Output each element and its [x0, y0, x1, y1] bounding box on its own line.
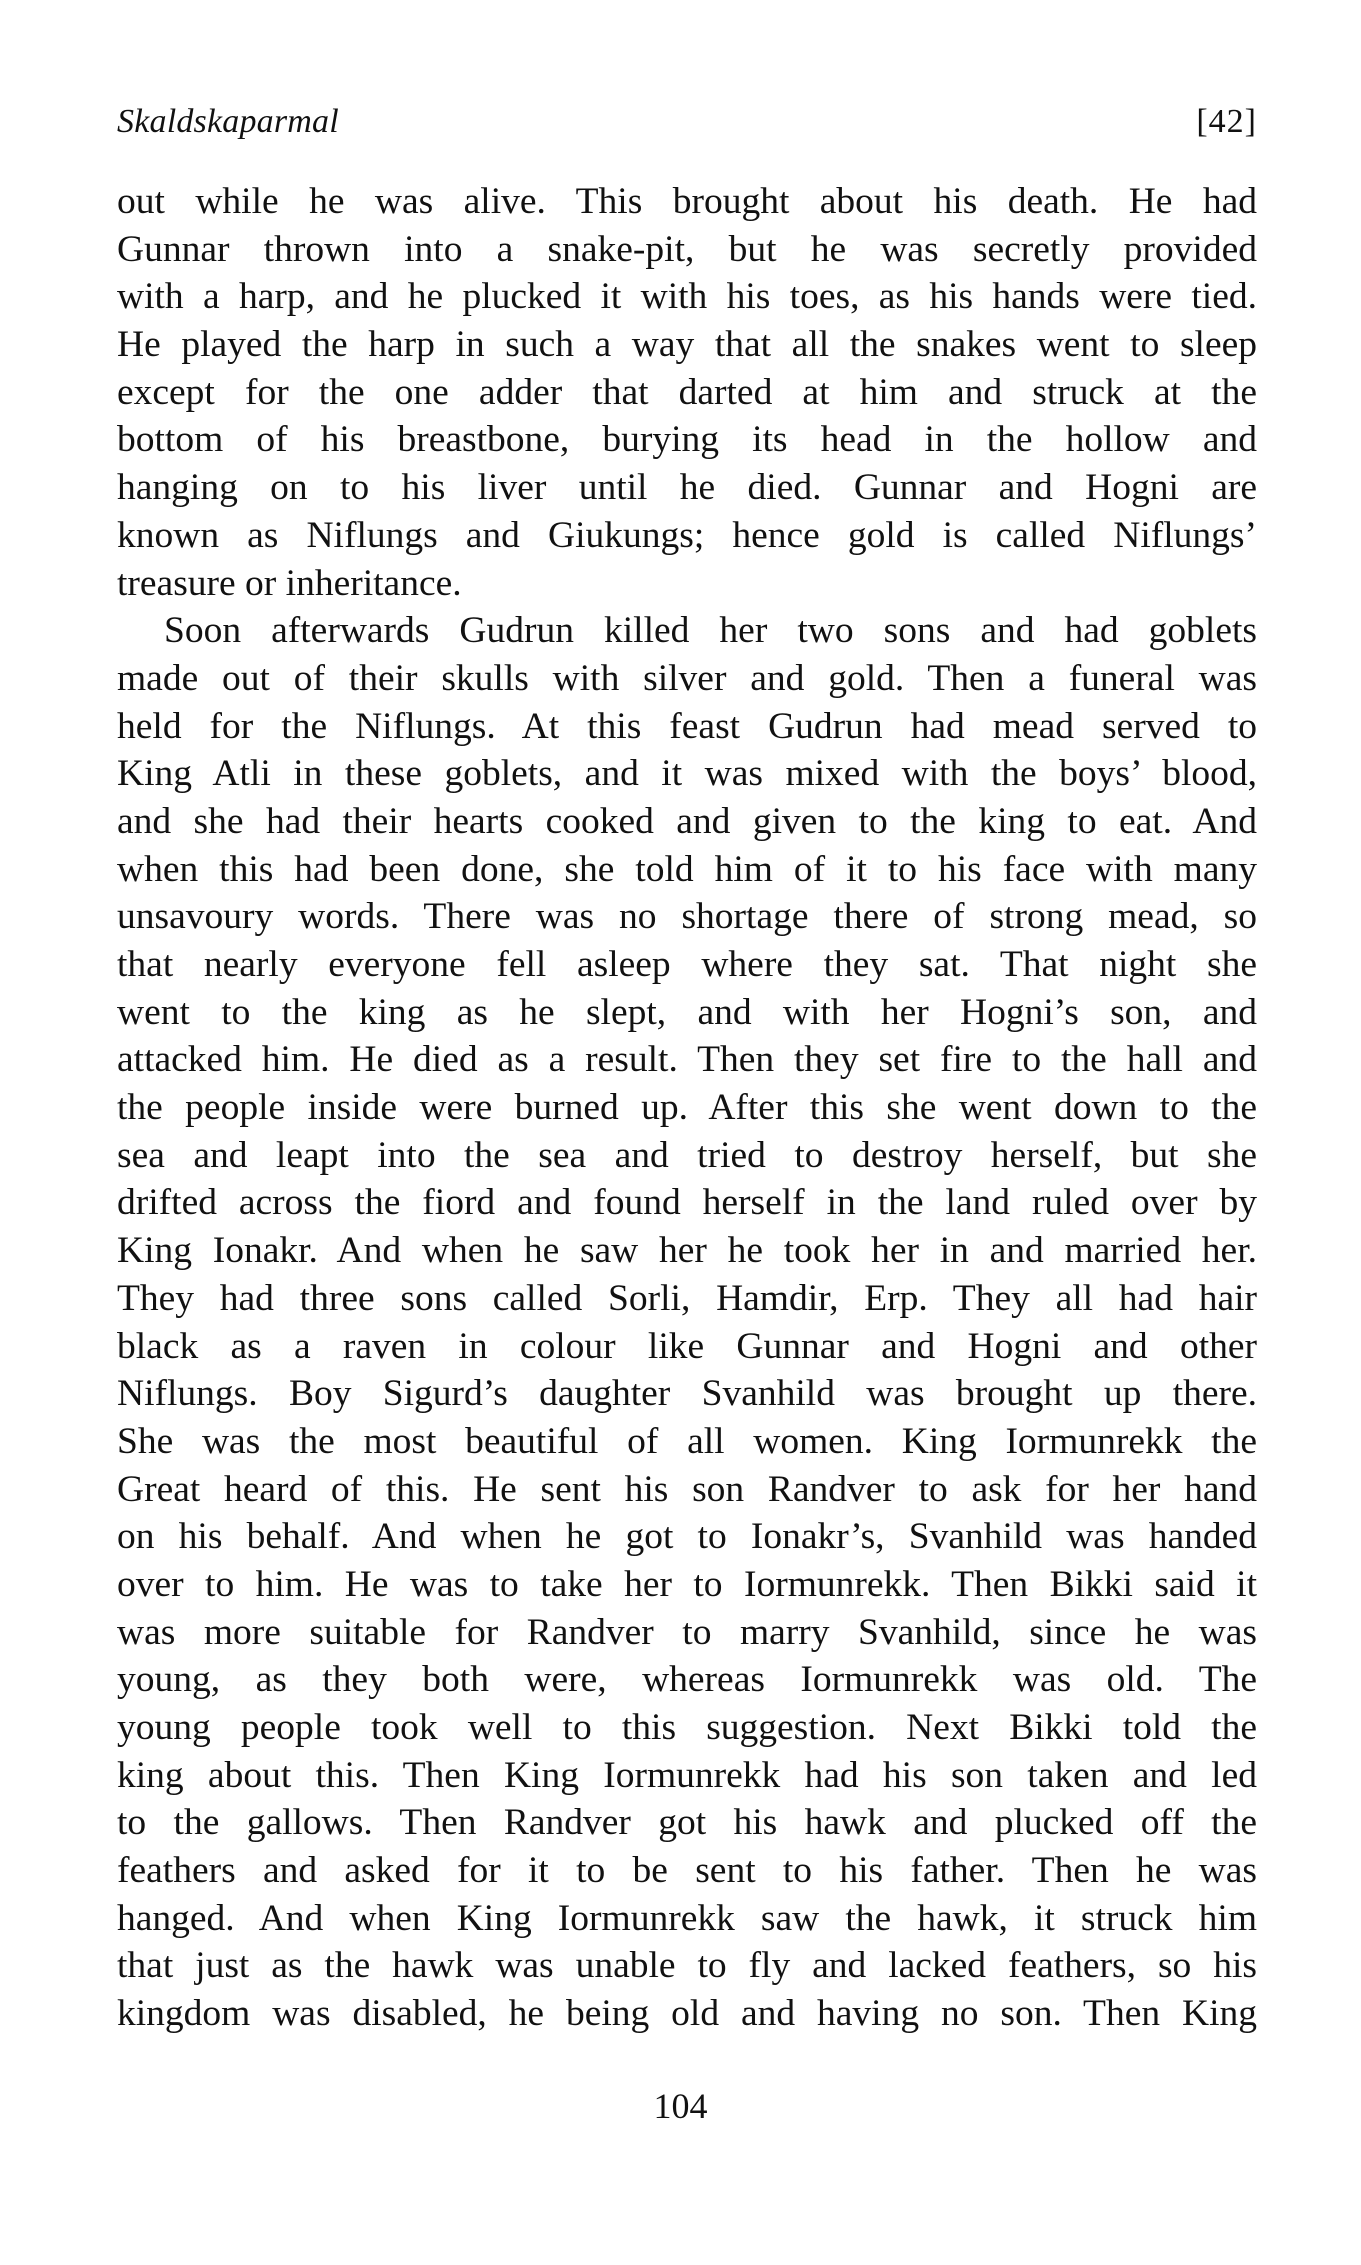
text-line: kingdom was disabled, he being old and having no son. Then King	[117, 1993, 1257, 2035]
text-line: the people inside were burned up. After this she went down to the	[117, 1087, 1257, 1129]
text-line: on his behalf. And when he got to Ionakr’s, Svanhild was handed	[117, 1516, 1257, 1558]
text-line: bottom of his breastbone, burying its head in the hollow and	[117, 419, 1257, 461]
text-line: They had three sons called Sorli, Hamdir, Erp. They all had hair	[117, 1277, 1257, 1319]
text-line: Great heard of this. He sent his son Randver to ask for her hand	[117, 1468, 1257, 1510]
text-line: sea and leapt into the sea and tried to destroy herself, but she	[117, 1134, 1257, 1176]
running-head	[117, 98, 1257, 150]
text-line: when this had been done, she told him of it to his face with many	[117, 848, 1257, 890]
text-line: that nearly everyone fell asleep where they sat. That night she	[117, 944, 1257, 985]
text-line: with a harp, and he plucked it with his toes, as his hands were tied.	[117, 276, 1257, 318]
body-text	[117, 178, 1257, 2038]
page-number: 104	[653, 2086, 708, 2126]
text-line: young, as they both were, whereas Iormunrekk was old. The	[117, 1659, 1257, 1701]
text-line: over to him. He was to take her to Iormunrekk. Then Bikki said it	[117, 1563, 1257, 1605]
text-line: Niflungs. Boy Sigurd’s daughter Svanhild was brought up there.	[117, 1373, 1257, 1415]
text-line: hanged. And when King Iormunrekk saw the hawk, it struck him	[117, 1897, 1257, 1939]
text-line: went to the king as he slept, and with her Hogni’s son, and	[117, 991, 1257, 1033]
text-line: Gunnar thrown into a snake-pit, but he was secretly provided	[117, 228, 1257, 270]
paragraph-end-line: treasure or inheritance.	[117, 562, 462, 604]
text-line: King Atli in these goblets, and it was mixed with the boys’ blood,	[117, 753, 1257, 795]
text-line: held for the Niflungs. At this feast Gudrun had mead served to	[117, 705, 1257, 747]
text-line: unsavoury words. There was no shortage there of strong mead, so	[117, 896, 1257, 938]
text-line: feathers and asked for it to be sent to his father. Then he was	[117, 1850, 1257, 1892]
text-line: King Ionakr. And when he saw her he took her in and married her.	[117, 1230, 1257, 1272]
text-line: to the gallows. Then Randver got his hawk and plucked off the	[117, 1802, 1257, 1844]
text-line: and she had their hearts cooked and given to the king to eat. And	[117, 800, 1257, 842]
text-line: that just as the hawk was unable to fly and lacked feathers, so his	[117, 1945, 1257, 1987]
paragraph-start-line: Soon afterwards Gudrun killed her two sons and had goblets	[164, 610, 1257, 652]
text-line: known as Niflungs and Giukungs; hence gold is called Niflungs’	[117, 514, 1257, 556]
text-line: hanging on to his liver until he died. Gunnar and Hogni are	[117, 467, 1257, 509]
text-line: out while he was alive. This brought about his death. He had	[117, 181, 1257, 222]
text-line: He played the harp in such a way that all the snakes went to sleep	[117, 324, 1257, 366]
text-line: made out of their skulls with silver and gold. Then a funeral was	[117, 657, 1257, 699]
text-line: attacked him. He died as a result. Then they set fire to the hall and	[117, 1039, 1257, 1081]
section-number: [42]	[1196, 103, 1257, 140]
text-line: black as a raven in colour like Gunnar and Hogni and other	[117, 1325, 1257, 1367]
text-line: drifted across the fiord and found herself in the land ruled over by	[117, 1182, 1257, 1224]
text-line: was more suitable for Randver to marry Svanhild, since he was	[117, 1611, 1257, 1653]
text-line: king about this. Then King Iormunrekk had his son taken and led	[117, 1754, 1257, 1796]
running-title: Skaldskaparmal	[117, 103, 339, 140]
text-line: She was the most beautiful of all women. King Iormunrekk the	[117, 1420, 1257, 1462]
text-line: young people took well to this suggestion. Next Bikki told the	[117, 1707, 1257, 1748]
text-line: except for the one adder that darted at him and struck at the	[117, 371, 1257, 413]
